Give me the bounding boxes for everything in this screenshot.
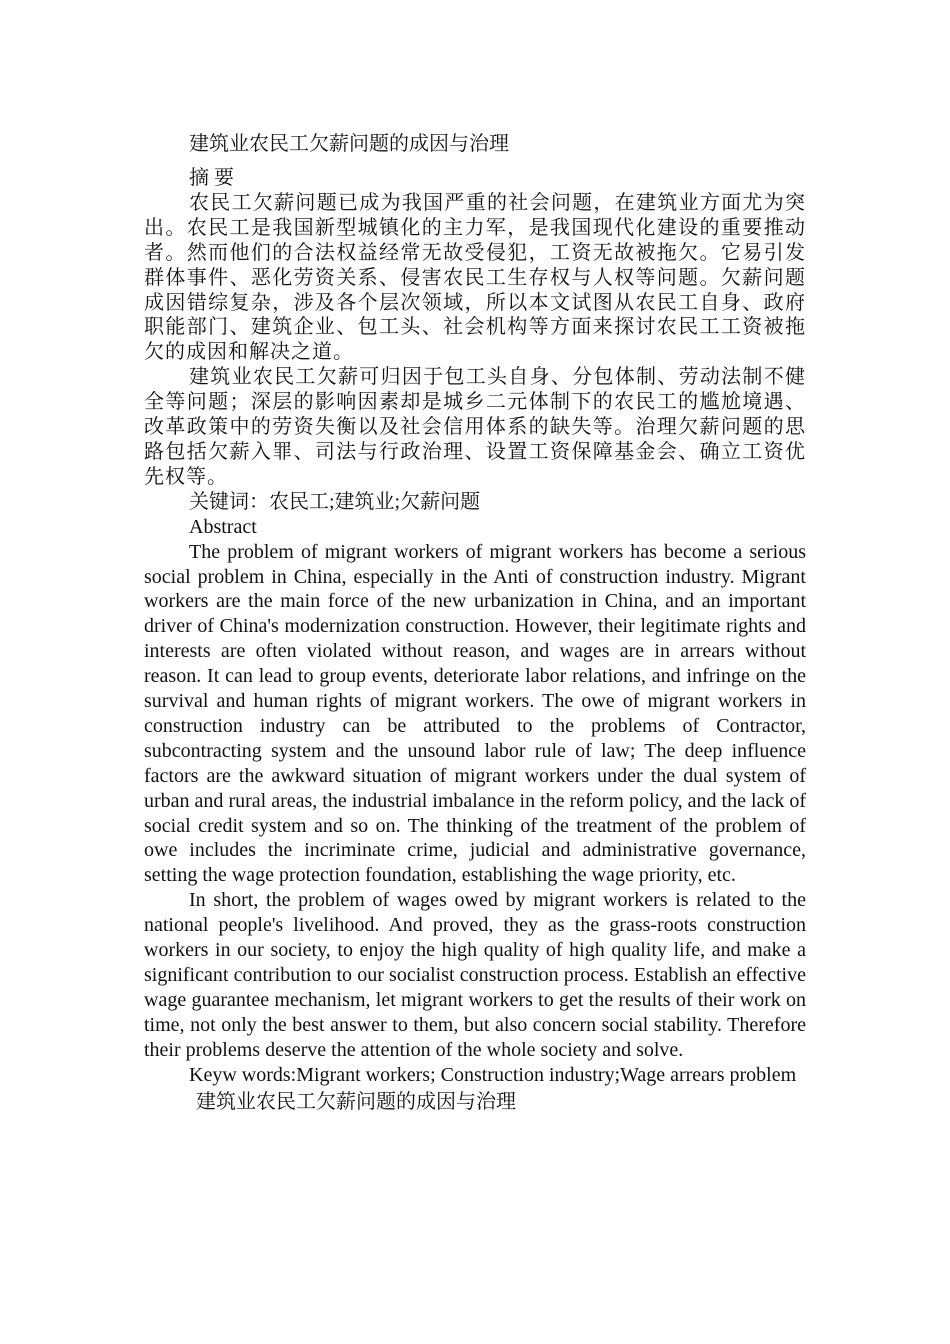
section-title-repeat: 建筑业农民工欠薪问题的成因与治理	[196, 1090, 516, 1113]
abstract-heading-en: Abstract	[189, 515, 257, 538]
keywords-en: Keyw words:Migrant workers; Construction industry;Wage arrears problem	[189, 1063, 797, 1086]
abstract-paragraph-en-2: In short, the problem of wages owed by migrant workers is related to the national people's livelihood. And proved, they as the grass-roots construction workers in our society, to enjoy the high quality of high quality life, and make a significant contribution to our socialist construction process. Establish an effective wage guarantee mechanism, let migrant workers to get the results of their work on time, not only the best answer to them, but also concern social stability. Therefore their problems deserve the attention of the whole society and solve.	[144, 889, 806, 1061]
document-title: 建筑业农民工欠薪问题的成因与治理	[189, 131, 509, 155]
document-page	[144, 130, 806, 1114]
keywords-cn: 关键词：农民工;建筑业;欠薪问题	[189, 490, 481, 513]
abstract-heading-cn: 摘 要	[189, 167, 234, 189]
abstract-paragraph-en-1: The problem of migrant workers of migrant workers has become a serious social problem in China, especially in the Anti of construction industry. Migrant workers are the main force of the new urbanization in China, and an important driver of China's modernization construction. However, their legitimate rights and interests are often violated without reason, and wages are in arrears without reason. It can lead to group events, deteriorate labor relations, and infringe on the survival and human rights of migrant workers. The owe of migrant workers in construction industry can be attributed to the problems of Contractor, subcontracting system and the unsound labor rule of law; The deep influence factors are the awkward situation of migrant workers under the dual system of urban and rural areas, the industrial imbalance in the reform policy, and the lack of social credit system and so on. The thinking of the treatment of the problem of owe includes the incriminate crime, judicial and administrative governance, setting the wage protection foundation, establishing the wage priority, etc.	[144, 540, 806, 887]
abstract-paragraph-cn-1: 农民工欠薪问题已成为我国严重的社会问题，在建筑业方面尤为突出。农民工是我国新型城镇化的主力军，是我国现代化建设的重要推动者。然而他们的合法权益经常无故受侵犯，工资无故被拖欠。它易引发群体事件、恶化劳资关系、侵害农民工生存权与人权等问题。欠薪问题成因错综复杂，涉及各个层次领域，所以本文试图从农民工自身、政府职能部门、建筑企业、包工头、社会机构等方面来探讨农民工工资被拖欠的成因和解决之道。	[144, 191, 806, 364]
abstract-paragraph-cn-2: 建筑业农民工欠薪可归因于包工头自身、分包体制、劳动法制不健全等问题；深层的影响因素却是城乡二元体制下的农民工的尴尬境遇、改革政策中的劳资失衡以及社会信用体系的缺失等。治理欠薪问题的思路包括欠薪入罪、司法与行政治理、设置工资保障基金会、确立工资优先权等。	[144, 366, 806, 488]
